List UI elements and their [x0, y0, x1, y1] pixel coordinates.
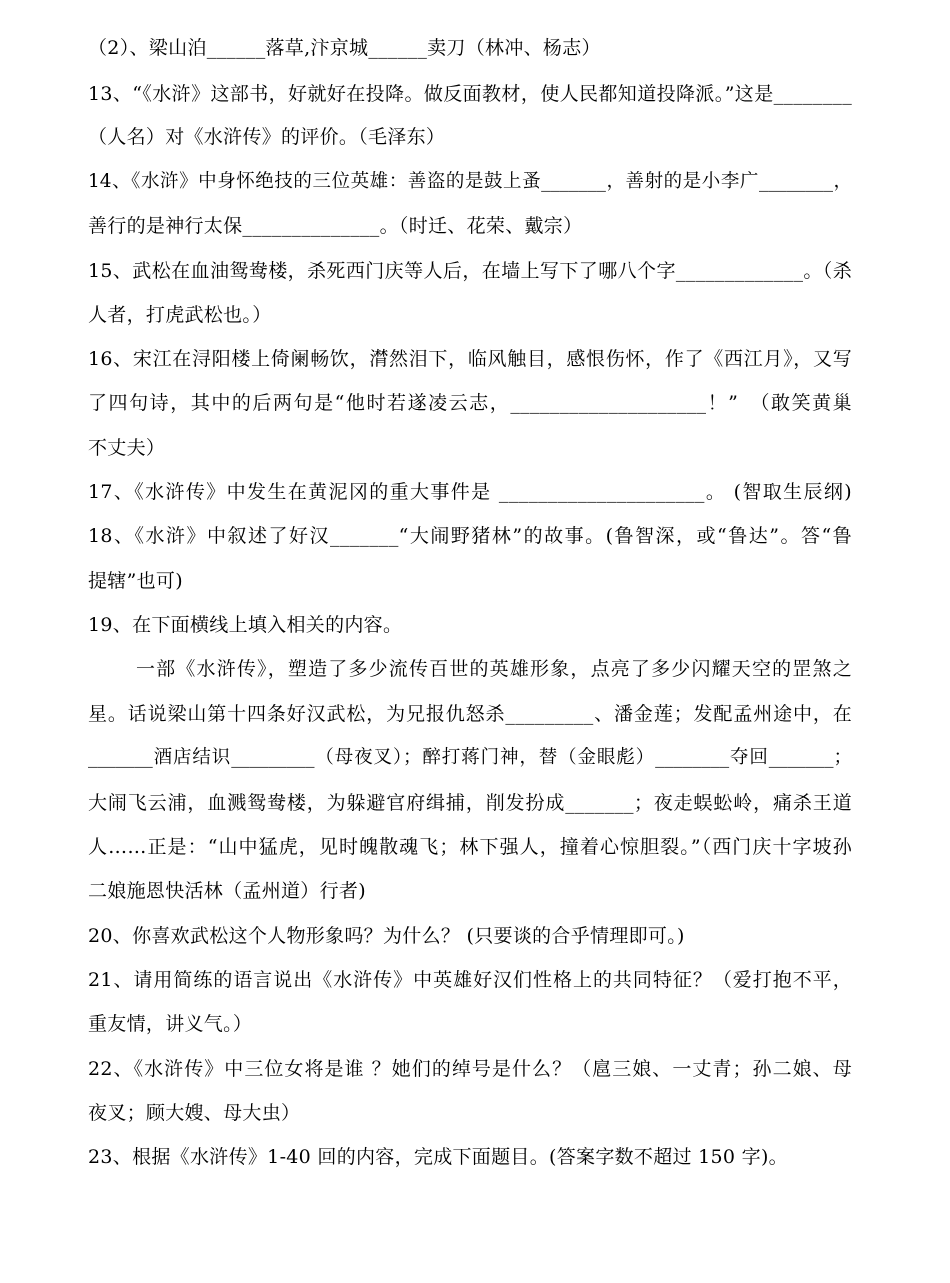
text-line: 星。话说梁山第十四条好汉武松，为兄报仇怒杀_________、潘金莲；发配孟州途中，在: [88, 703, 852, 725]
text-line: 重友情，讲义气。）: [88, 1013, 253, 1035]
text-line: 15、武松在血油鸳鸯楼，杀死西门庆等人后，在墙上写下了哪八个字_____________。（杀: [88, 260, 852, 282]
text-line: 17、《水浒传》中发生在黄泥冈的重大事件是 _____________________。 (智取生辰纲): [88, 481, 852, 503]
text-line: 16、宋江在浔阳楼上倚阑畅饮，潸然泪下，临风触目，感恨伤怀，作了《西江月》，又写: [88, 348, 852, 370]
text-line: 13、“《水浒》这部书，好就好在投降。做反面教材，使人民都知道投降派。”这是________: [88, 83, 852, 105]
text-line: 21、请用简练的语言说出《水浒传》中英雄好汉们性格上的共同特征？（爱打抱不平，: [88, 969, 852, 991]
text-line: 夜叉；顾大嫂、母大虫）: [88, 1102, 301, 1124]
text-line: 22、《水浒传》中三位女将是谁 ？她们的绰号是什么？（扈三娘、一丈青；孙二娘、母: [88, 1058, 852, 1080]
text-line: （2）、梁山泊______落草,汴京城______卖刀（林冲、杨志）: [88, 37, 601, 59]
text-line: 善行的是神行太保______________。（时迁、花荣、戴宗）: [88, 215, 583, 237]
text-line: _______酒店结识_________（母夜叉）；醉打蒋门神，替（金眼彪）________夺回_______；: [88, 747, 852, 768]
text-line: 一部《水浒传》，塑造了多少流传百世的英雄形象，点亮了多少闪耀天空的罡煞之: [136, 658, 852, 680]
text-line: 提辖”也可): [88, 570, 183, 592]
text-line: 人……正是：“山中猛虎，见时魄散魂飞；林下强人，撞着心惊胆裂。”（西门庆十字坡孙: [88, 836, 852, 858]
text-line: 人者，打虎武松也。）: [88, 304, 272, 326]
text-line: 了四句诗，其中的后两句是“他时若遂凌云志，____________________！” （敢笑黄巢: [88, 392, 852, 414]
text-line: 19、在下面横线上填入相关的内容。: [88, 614, 403, 636]
text-line: 14、《水浒》中身怀绝技的三位英雄：善盗的是鼓上蚤_______，善射的是小李广________，: [88, 171, 852, 192]
text-line: 20、你喜欢武松这个人物形象吗？为什么？ (只要谈的合乎情理即可。): [88, 925, 685, 947]
text-line: 二娘施恩快活林（孟州道）行者): [88, 880, 366, 902]
text-line: 18、《水浒》中叙述了好汉_______“大闹野猪林”的故事。(鲁智深，或“鲁达”。答“鲁: [88, 525, 852, 547]
text-line: 大闹飞云浦，血溅鸳鸯楼，为躲避官府缉捕，削发扮成_______；夜走蜈蚣岭，痛杀王道: [88, 792, 852, 814]
text-line: 23、根据《水浒传》1-40 回的内容，完成下面题目。(答案字数不超过 150 字)。: [88, 1146, 788, 1168]
text-line: （人名）对《水浒传》的评价。（毛泽东）: [88, 126, 446, 148]
text-line: 不丈夫）: [88, 437, 166, 459]
